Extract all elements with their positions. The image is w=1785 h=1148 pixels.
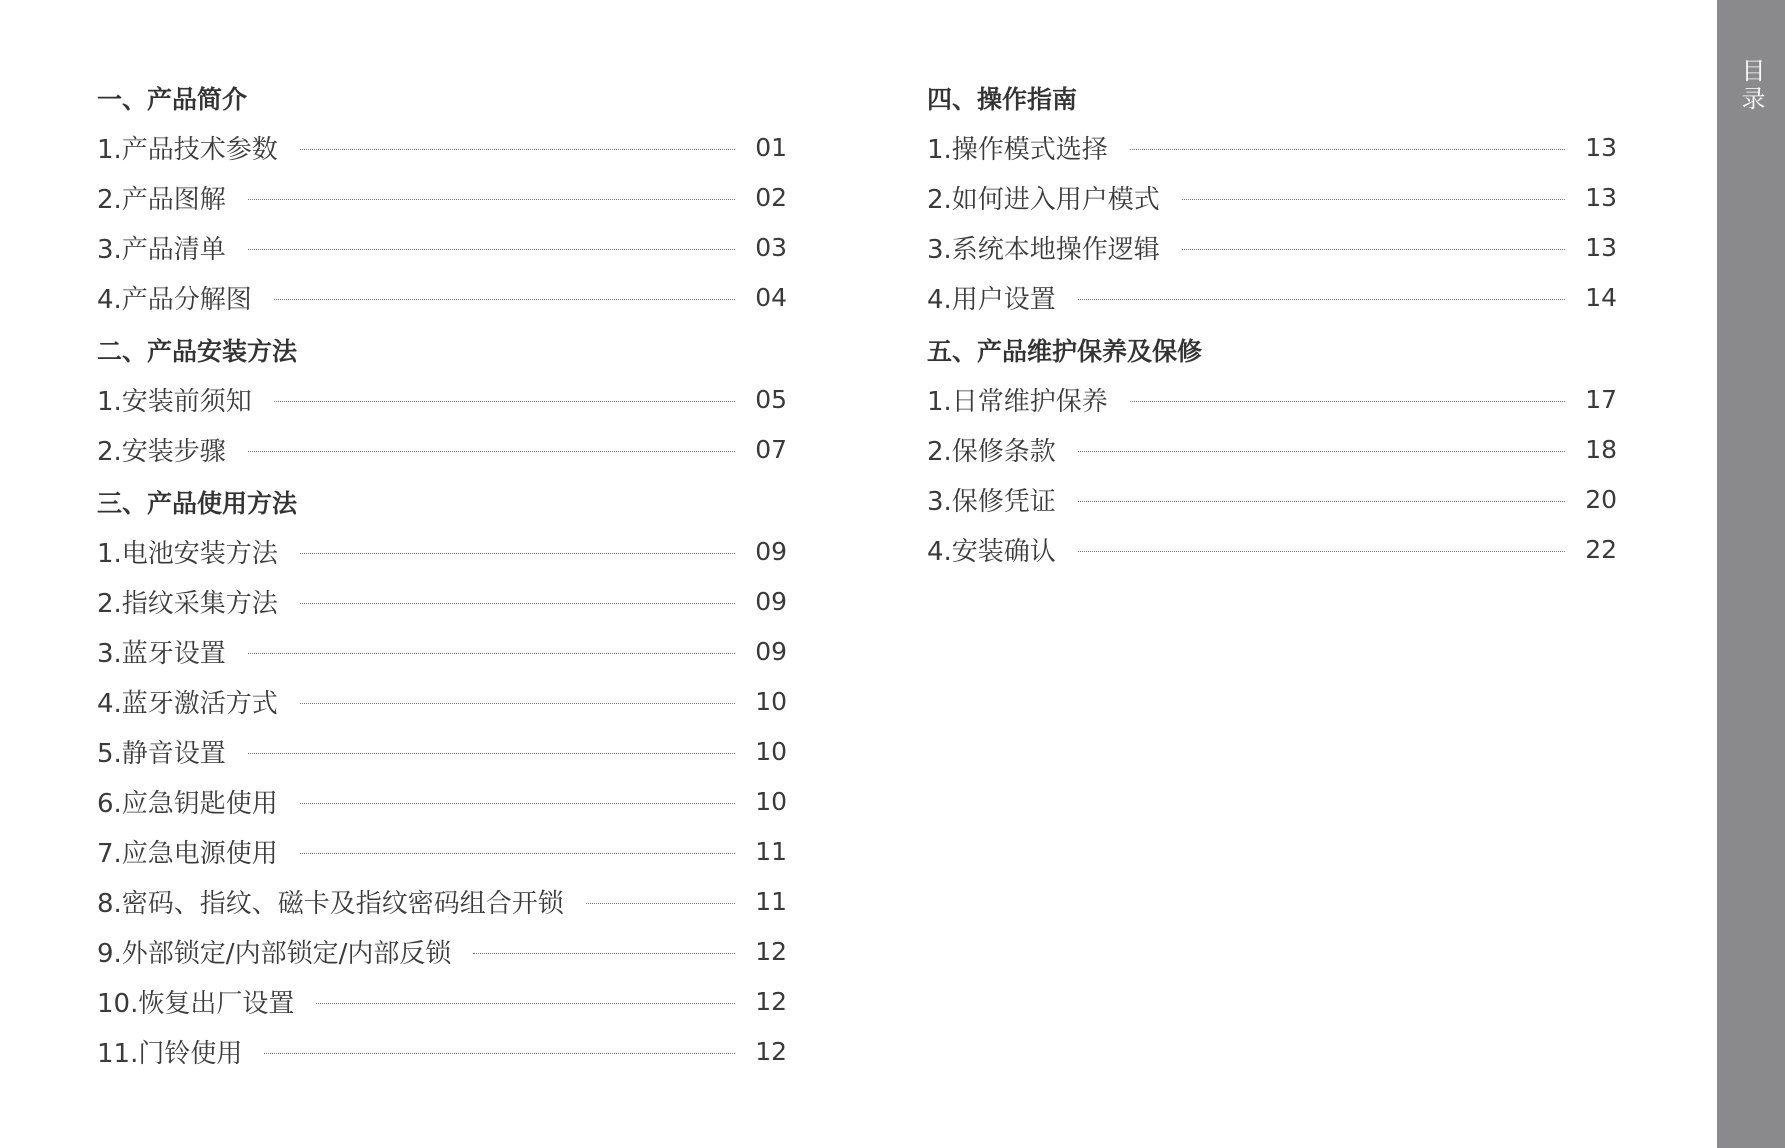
toc-page-number: 10: [755, 736, 787, 766]
toc-entry-label: 2.安装步骤: [97, 436, 226, 467]
toc-entry-label: 3.产品清单: [97, 234, 226, 265]
toc-entry[interactable]: [97, 876, 787, 926]
dotted-leader: [1182, 198, 1565, 200]
toc-page-number: 14: [1585, 282, 1617, 312]
toc-page-number: 18: [1585, 434, 1617, 464]
toc-entry-label: 2.如何进入用户模式: [927, 184, 1160, 215]
toc-entry[interactable]: [97, 576, 787, 626]
dotted-leader: [1078, 298, 1565, 300]
dotted-leader: [300, 552, 735, 554]
dotted-leader: [1078, 450, 1565, 452]
toc-page-number: 13: [1585, 182, 1617, 212]
toc-page-number: 02: [755, 182, 787, 212]
toc-section: [97, 78, 787, 322]
toc-entry[interactable]: [927, 474, 1617, 524]
toc-entry[interactable]: [97, 626, 787, 676]
toc-entry-label: 1.安装前须知: [97, 386, 252, 417]
side-tab-label: 目录: [1737, 58, 1765, 114]
toc-entry[interactable]: [97, 726, 787, 776]
toc-entry[interactable]: [97, 272, 787, 322]
toc-entry-label: 1.操作模式选择: [927, 134, 1108, 165]
dotted-leader: [274, 400, 735, 402]
toc-entry[interactable]: [97, 172, 787, 222]
toc-entry[interactable]: [97, 424, 787, 474]
toc-entry-label: 3.系统本地操作逻辑: [927, 234, 1160, 265]
toc-page-number: 05: [755, 384, 787, 414]
toc-entry[interactable]: [927, 374, 1617, 424]
toc-entry-label: 4.用户设置: [927, 284, 1056, 315]
dotted-leader: [1078, 550, 1565, 552]
toc-entry[interactable]: [97, 122, 787, 172]
toc-entry[interactable]: [927, 524, 1617, 574]
dotted-leader: [248, 198, 735, 200]
dotted-leader: [300, 802, 735, 804]
toc-page-number: 10: [755, 686, 787, 716]
toc-entry[interactable]: [97, 1026, 787, 1076]
toc-page-number: 09: [755, 536, 787, 566]
toc-section: [97, 482, 787, 1076]
toc-left-column: [97, 78, 787, 1076]
toc-entry-label: 2.指纹采集方法: [97, 588, 278, 619]
toc-entry[interactable]: [927, 222, 1617, 272]
toc-entry-label: 10.恢复出厂设置: [97, 988, 295, 1019]
dotted-leader: [1182, 248, 1565, 250]
toc-entry-label: 9.外部锁定/内部锁定/内部反锁: [97, 938, 452, 969]
toc-entry-label: 8.密码、指纹、磁卡及指纹密码组合开锁: [97, 888, 564, 919]
dotted-leader: [473, 952, 735, 954]
toc-page-number: 04: [755, 282, 787, 312]
toc-page-number: 11: [755, 836, 787, 866]
section-title: 一、产品简介: [97, 85, 248, 114]
dotted-leader: [1078, 500, 1565, 502]
section-title: 二、产品安装方法: [97, 337, 298, 366]
toc-entry-label: 4.产品分解图: [97, 284, 252, 315]
toc-entry[interactable]: [927, 272, 1617, 322]
toc-page-number: 13: [1585, 132, 1617, 162]
dotted-leader: [586, 902, 735, 904]
toc-entry[interactable]: [97, 826, 787, 876]
toc-entry-label: 2.产品图解: [97, 184, 226, 215]
toc-page-number: 20: [1585, 484, 1617, 514]
toc-page-number: 12: [755, 986, 787, 1016]
toc-entry-label: 1.日常维护保养: [927, 386, 1108, 417]
toc-section: [927, 330, 1617, 574]
toc-page-number: 11: [755, 886, 787, 916]
toc-entry-label: 1.产品技术参数: [97, 134, 278, 165]
toc-section: [927, 78, 1617, 322]
toc-entry[interactable]: [97, 374, 787, 424]
toc-entry[interactable]: [97, 976, 787, 1026]
dotted-leader: [274, 298, 735, 300]
toc-page-number: 01: [755, 132, 787, 162]
toc-entry-label: 2.保修条款: [927, 436, 1056, 467]
toc-entry-label: 5.静音设置: [97, 738, 226, 769]
dotted-leader: [300, 148, 735, 150]
side-tab[interactable]: [1717, 0, 1785, 1148]
toc-entry[interactable]: [927, 122, 1617, 172]
toc-page-number: 07: [755, 434, 787, 464]
toc-entry-label: 11.门铃使用: [97, 1038, 243, 1069]
dotted-leader: [300, 602, 735, 604]
toc-entry-label: 1.电池安装方法: [97, 538, 278, 569]
toc-entry[interactable]: [927, 172, 1617, 222]
dotted-leader: [1130, 148, 1565, 150]
section-title: 五、产品维护保养及保修: [927, 337, 1203, 366]
toc-page-number: 10: [755, 786, 787, 816]
toc-entry[interactable]: [97, 926, 787, 976]
dotted-leader: [316, 1002, 735, 1004]
dotted-leader: [264, 1052, 735, 1054]
toc-page-number: 12: [755, 1036, 787, 1066]
dotted-leader: [300, 702, 735, 704]
toc-section: [97, 330, 787, 474]
dotted-leader: [248, 752, 735, 754]
toc-entry-label: 3.蓝牙设置: [97, 638, 226, 669]
toc-entry-label: 3.保修凭证: [927, 486, 1056, 517]
toc-entry-label: 4.安装确认: [927, 536, 1056, 567]
toc-page-number: 09: [755, 636, 787, 666]
toc-right-column: [927, 78, 1617, 574]
section-title: 四、操作指南: [927, 85, 1078, 114]
section-title: 三、产品使用方法: [97, 489, 298, 518]
dotted-leader: [1130, 400, 1565, 402]
toc-page-number: 09: [755, 586, 787, 616]
toc-entry[interactable]: [97, 676, 787, 726]
toc-entry[interactable]: [97, 526, 787, 576]
toc-entry-label: 4.蓝牙激活方式: [97, 688, 278, 719]
toc-page-number: 22: [1585, 534, 1617, 564]
dotted-leader: [248, 652, 735, 654]
toc-page-number: 12: [755, 936, 787, 966]
toc-entry[interactable]: [927, 424, 1617, 474]
toc-entry-label: 6.应急钥匙使用: [97, 788, 278, 819]
toc-page-number: 03: [755, 232, 787, 262]
dotted-leader: [248, 248, 735, 250]
toc-entry[interactable]: [97, 776, 787, 826]
dotted-leader: [300, 852, 735, 854]
dotted-leader: [248, 450, 735, 452]
toc-entry-label: 7.应急电源使用: [97, 838, 278, 869]
toc-page-number: 13: [1585, 232, 1617, 262]
toc-page-number: 17: [1585, 384, 1617, 414]
toc-entry[interactable]: [97, 222, 787, 272]
